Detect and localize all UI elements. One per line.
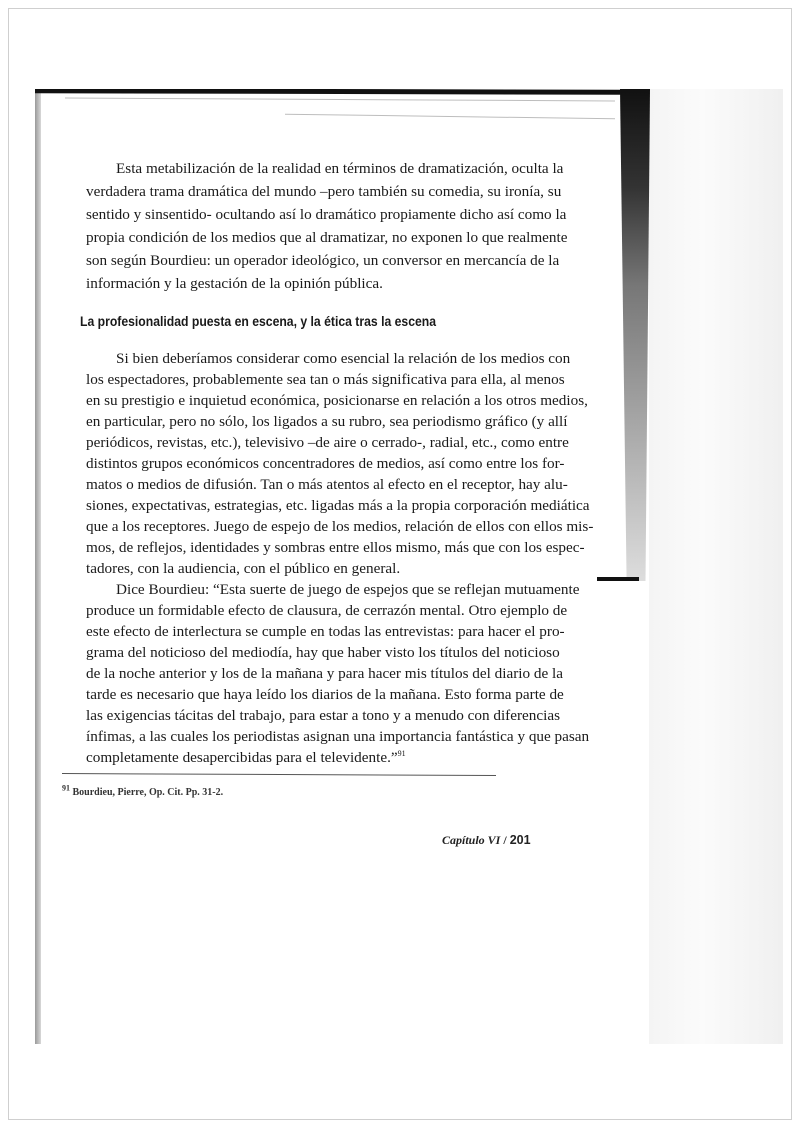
text-line-content: los espectadores, probablemente sea tan o más significativa para ella, al menos — [86, 371, 565, 388]
text-line-content: sentido y sinsentido- ocultando así lo dramático propiamente dicho así como la — [86, 206, 567, 223]
text-line — [86, 371, 565, 389]
text-line — [116, 160, 564, 178]
text-line — [86, 602, 568, 620]
text-line — [86, 252, 560, 270]
text-line-content: ínfimas, a las cuales los periodistas asignan una importancia fantástica y que pasan — [86, 728, 590, 745]
text-line-content: en particular, pero no sólo, los ligados a su rubro, sea periodismo gráfico (y allí — [86, 413, 568, 430]
page-footer — [442, 832, 531, 848]
text-line — [86, 539, 585, 557]
text-line-content: siones, expectativas, estrategias, etc. ligadas más a la propia corporación mediática — [86, 497, 590, 514]
text-line-content: en su prestigio e inquietud económica, posicionarse en relación a los otros medios, — [86, 392, 588, 409]
text-line-content: de la noche anterior y los de la mañana y para hacer mis títulos del diario de la — [86, 665, 563, 682]
text-line — [86, 392, 588, 410]
text-line-content: periódicos, revistas, etc.), televisivo –de aire o cerrado-, radial, etc., como entre — [86, 434, 569, 451]
text-line — [116, 350, 571, 368]
text-line-content: propia condición de los medios que al dramatizar, no exponen lo que realmente — [86, 229, 568, 246]
text-line — [86, 413, 568, 431]
text-line — [86, 434, 569, 452]
text-line-content: tadores, con la audiencia, con el público en general. — [86, 560, 401, 577]
text-line — [86, 686, 564, 704]
text-line — [86, 623, 565, 641]
chapter-label: Capítulo VI — [442, 833, 501, 847]
text-line-content: las exigencias tácitas del trabajo, para estar a tono y a menudo con diferencias — [86, 707, 560, 724]
text-line — [86, 707, 560, 725]
book-spine-foot — [597, 577, 639, 581]
footnote-number: 91 — [62, 783, 70, 793]
page-left-shadow — [35, 89, 41, 1044]
text-line — [86, 206, 567, 224]
text-line-content: matos o medios de difusión. Tan o más atentos al efecto en el receptor, hay alu- — [86, 476, 568, 493]
text-line-content: son según Bourdieu: un operador ideológico, un conversor en mercancía de la — [86, 252, 560, 269]
text-line — [86, 476, 568, 494]
page-curl-line — [65, 98, 615, 102]
text-line-content: completamente desapercibidas para el televidente.” — [86, 749, 398, 766]
text-line — [86, 749, 556, 767]
text-line-content: información y la gestación de la opinión pública. — [86, 275, 383, 292]
text-line-content: Esta metabilización de la realidad en términos de dramatización, oculta la — [116, 160, 564, 177]
text-line — [86, 497, 590, 515]
text-line — [86, 665, 563, 683]
text-line — [86, 518, 594, 536]
text-line-content: este efecto de interlectura se cumple en todas las entrevistas: para hacer el pro- — [86, 623, 565, 640]
text-line — [86, 455, 565, 473]
section-heading: La profesionalidad puesta en escena, y la ética tras la escena — [80, 314, 437, 330]
text-line — [86, 560, 556, 578]
page-top-edge — [35, 89, 625, 95]
text-line-content: que a los receptores. Juego de espejo de los medios, relación de ellos con ellos mis- — [86, 518, 594, 535]
footnote — [62, 783, 224, 800]
page-number: 201 — [509, 833, 531, 847]
book-spine-shadow — [620, 89, 650, 581]
text-line — [86, 275, 556, 293]
text-line — [86, 229, 568, 247]
footnote-text: Bourdieu, Pierre, Op. Cit. Pp. 31-2. — [72, 787, 224, 798]
text-line-content: grama del noticioso del mediodía, hay que haber visto los títulos del noticioso — [86, 644, 560, 661]
footer-separator: / — [503, 833, 507, 847]
text-line — [116, 581, 580, 599]
text-line-content: verdadera trama dramática del mundo –pero también su comedia, su ironía, su — [86, 183, 562, 200]
text-line — [86, 183, 562, 201]
page-curl-line — [285, 114, 615, 120]
text-line-content: produce un formidable efecto de clausura, de cerrazón mental. Otro ejemplo de — [86, 602, 568, 619]
text-line-content: tarde es necesario que haya leído los diarios de la mañana. Esto forma parte de — [86, 686, 564, 703]
text-line-content: mos, de reflejos, identidades y sombras entre ellos mismo, más que con los espec- — [86, 539, 585, 556]
text-line — [86, 728, 590, 746]
text-line-content: Si bien deberíamos considerar como esencial la relación de los medios con — [116, 350, 571, 367]
text-line-content: distintos grupos económicos concentradores de medios, así como entre los for- — [86, 455, 565, 472]
text-line-content: Dice Bourdieu: “Esta suerte de juego de espejos que se reflejan mutuamente — [116, 581, 580, 598]
facing-page-edge — [649, 89, 783, 1044]
footnote-reference: 91 — [397, 748, 406, 758]
text-line — [86, 644, 560, 662]
